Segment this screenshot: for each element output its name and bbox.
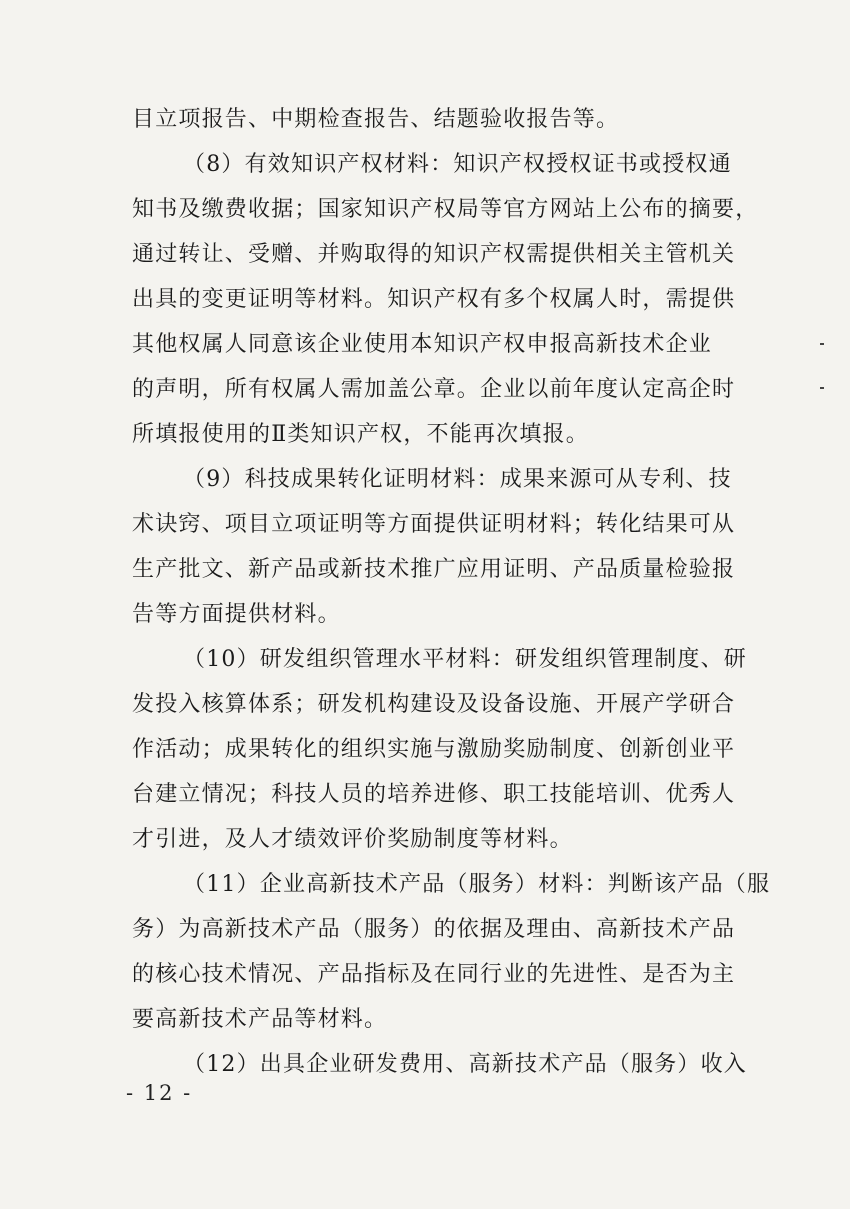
scan-mark [820, 387, 824, 389]
text-line: 目立项报告、中期检查报告、结题验收报告等。 [132, 107, 620, 132]
text-line: （8）有效知识产权材料：知识产权授权证书或授权通 [183, 152, 732, 177]
page-number: - 12 - [126, 1081, 193, 1105]
text-line: 要高新技术产品等材料。 [132, 1007, 388, 1032]
text-line: 生产批文、新产品或新技术推广应用证明、产品质量检验报 [132, 557, 736, 582]
text-line: 的声明，所有权属人需加盖公章。企业以前年度认定高企时 [132, 377, 736, 402]
text-line: （11）企业高新技术产品（服务）材料：判断该产品（服 [183, 872, 771, 897]
text-line: 出具的变更证明等材料。知识产权有多个权属人时，需提供 [132, 287, 736, 312]
text-line: 知书及缴费收据；国家知识产权局等官方网站上公布的摘要， [132, 197, 759, 222]
text-line: （9）科技成果转化证明材料：成果来源可从专利、技 [183, 467, 732, 492]
text-line: 务）为高新技术产品（服务）的依据及理由、高新技术产品 [132, 917, 736, 942]
text-line: 发投入核算体系；研发机构建设及设备设施、开展产学研合 [132, 692, 736, 717]
text-line: 才引进，及人才绩效评价奖励制度等材料。 [132, 827, 573, 852]
text-line: 作活动；成果转化的组织实施与激励奖励制度、创新创业平 [132, 737, 736, 762]
text-line: 告等方面提供材料。 [132, 602, 341, 627]
text-line: 台建立情况；科技人员的培养进修、职工技能培训、优秀人 [132, 782, 736, 807]
text-line: 其他权属人同意该企业使用本知识产权申报高新技术企业 [132, 332, 713, 357]
scan-mark [820, 343, 824, 345]
text-line: 术诀窍、项目立项证明等方面提供证明材料；转化结果可从 [132, 512, 736, 537]
text-line: 的核心技术情况、产品指标及在同行业的先进性、是否为主 [132, 962, 736, 987]
text-line: （10）研发组织管理水平材料：研发组织管理制度、研 [183, 647, 747, 672]
text-line: 所填报使用的Ⅱ类知识产权，不能再次填报。 [132, 422, 589, 447]
text-line: 通过转让、受赠、并购取得的知识产权需提供相关主管机关 [132, 242, 736, 267]
text-line: （12）出具企业研发费用、高新技术产品（服务）收入 [183, 1052, 747, 1077]
